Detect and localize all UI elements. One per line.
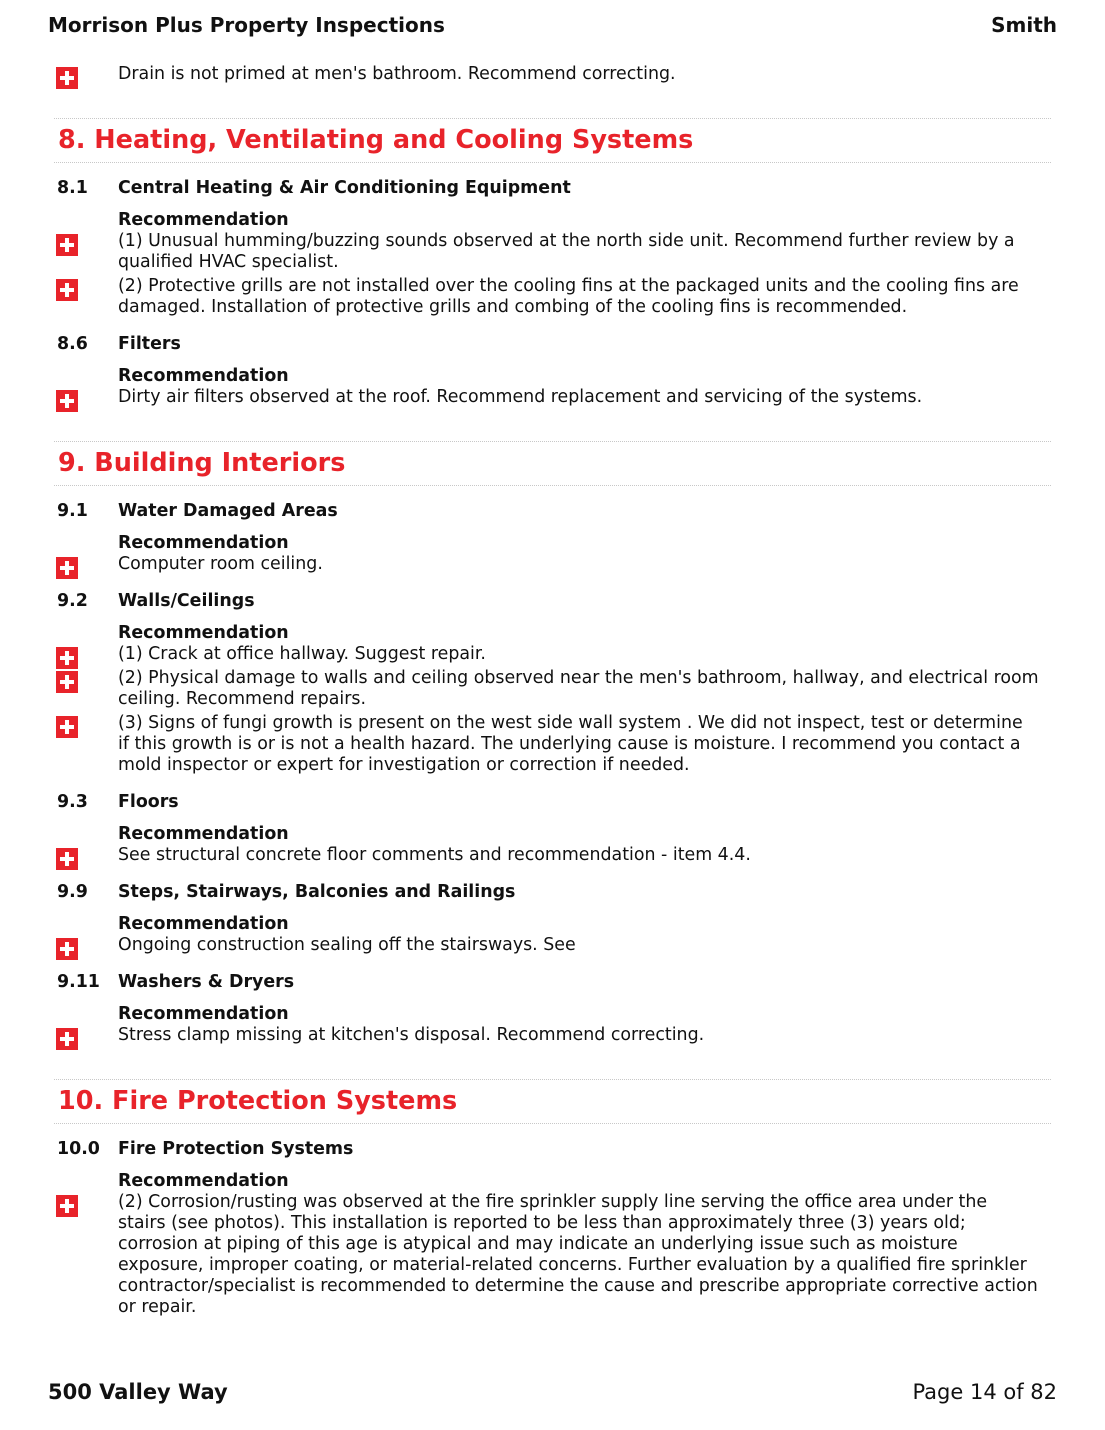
section-title: 8. Heating, Ventilating and Cooling Systems (54, 118, 1051, 163)
subsection-title: Filters (118, 334, 181, 354)
recommendation-text: (2) Corrosion/rusting was observed at the fire sprinkler supply line serving the office area under the stairs (see photos). This installation is reported to be less than approximately three (3) years old; corrosion at piping of this age is atypical and may indicate an underlying issue such as moisture exposure, improper coating, or material-related concerns. Further evaluation by a qualified fire sprinkler contractor/specialist is recommended to determine the cause and prescribe appropriate corrective action or repair. (118, 1192, 1038, 1317)
recommendation-item (0, 644, 1105, 665)
recommendation-label: Recommendation (118, 914, 289, 934)
recommendation-item (0, 713, 1105, 776)
recommendation-text: (2) Physical damage to walls and ceiling observed near the men's bathroom, hallway, and electrical room ceiling. Recommend repairs. (118, 668, 1039, 709)
report-section (0, 441, 1105, 1046)
recommendation-item (0, 387, 1105, 408)
recommendation-item (0, 554, 1105, 575)
subsection-title: Water Damaged Areas (118, 501, 338, 521)
recommendation-item (0, 1025, 1105, 1046)
recommendation-label: Recommendation (118, 210, 289, 230)
section-title: 9. Building Interiors (54, 441, 1051, 486)
subsection-heading (0, 791, 1105, 813)
red-cross-icon (56, 1195, 78, 1217)
client-name: Smith (991, 13, 1057, 37)
red-cross-icon (56, 279, 78, 301)
subsection-heading (0, 590, 1105, 612)
recommendation-label: Recommendation (118, 1171, 289, 1191)
recommendation-label: Recommendation (118, 533, 289, 553)
subsection-title: Floors (118, 792, 179, 812)
recommendation-text: Stress clamp missing at kitchen's disposal. Recommend correcting. (118, 1025, 705, 1045)
red-cross-icon (56, 647, 78, 669)
subsection-heading (0, 177, 1105, 199)
report-section (0, 118, 1105, 408)
recommendation-item (0, 276, 1105, 318)
red-cross-icon (56, 390, 78, 412)
subsection-title: Steps, Stairways, Balconies and Railings (118, 882, 516, 902)
recommendation-item (0, 845, 1105, 866)
subsection-title: Walls/Ceilings (118, 591, 255, 611)
red-cross-icon (56, 848, 78, 870)
report-content (0, 64, 1105, 1321)
recommendation-text: Ongoing construction sealing off the stairsways. See (118, 935, 576, 955)
subsection-number: 8.6 (57, 334, 88, 354)
red-cross-icon (56, 938, 78, 960)
section-title: 10. Fire Protection Systems (54, 1079, 1051, 1124)
subsection-heading (0, 333, 1105, 355)
subsection-heading (0, 500, 1105, 522)
subsection-title: Washers & Dryers (118, 972, 295, 992)
recommendation-text: Drain is not primed at men's bathroom. Recommend correcting. (118, 64, 676, 84)
page-header (48, 13, 1057, 41)
recommendation-text: Computer room ceiling. (118, 554, 323, 574)
subsection-title: Fire Protection Systems (118, 1139, 354, 1159)
red-cross-icon (56, 671, 78, 693)
page-footer (48, 1380, 1057, 1408)
recommendation-item (0, 231, 1105, 273)
recommendation-item (0, 1192, 1105, 1318)
property-address: 500 Valley Way (48, 1380, 228, 1404)
red-cross-icon (56, 1028, 78, 1050)
recommendation-item (0, 668, 1105, 710)
recommendation-label: Recommendation (118, 824, 289, 844)
subsection-number: 9.3 (57, 792, 88, 812)
red-cross-icon (56, 557, 78, 579)
recommendation-label: Recommendation (118, 366, 289, 386)
subsection-number: 9.2 (57, 591, 88, 611)
report-section (0, 1079, 1105, 1318)
red-cross-icon (56, 716, 78, 738)
red-cross-icon (56, 67, 78, 89)
subsection-number: 8.1 (57, 178, 88, 198)
page-number: Page 14 of 82 (912, 1380, 1057, 1404)
recommendation-text: (1) Unusual humming/buzzing sounds observed at the north side unit. Recommend further review by a qualified HVAC specialist. (118, 231, 1015, 272)
recommendation-text: (2) Protective grills are not installed over the cooling fins at the packaged units and the cooling fins are damaged. Installation of protective grills and combing of the cooling fins is recommended. (118, 276, 1019, 317)
recommendation-text: (1) Crack at office hallway. Suggest repair. (118, 644, 486, 664)
subsection-heading (0, 1138, 1105, 1160)
recommendation-label: Recommendation (118, 1004, 289, 1024)
subsection-heading (0, 971, 1105, 993)
recommendation-item (0, 935, 1105, 956)
subsection-number: 9.9 (57, 882, 88, 902)
subsection-title: Central Heating & Air Conditioning Equipment (118, 178, 571, 198)
recommendation-label: Recommendation (118, 623, 289, 643)
recommendation-text: (3) Signs of fungi growth is present on the west side wall system . We did not inspect, test or determine if this growth is or is not a health hazard. The underlying cause is moisture. I recommend you contact a mold inspector or expert for investigation or correction if needed. (118, 713, 1023, 775)
subsection-number: 9.1 (57, 501, 88, 521)
recommendation-item (0, 64, 1105, 85)
recommendation-text: See structural concrete floor comments and recommendation - item 4.4. (118, 845, 751, 865)
company-name: Morrison Plus Property Inspections (48, 13, 445, 37)
subsection-heading (0, 881, 1105, 903)
recommendation-text: Dirty air filters observed at the roof. Recommend replacement and servicing of the systems. (118, 387, 923, 407)
red-cross-icon (56, 234, 78, 256)
subsection-number: 9.11 (57, 972, 100, 992)
subsection-number: 10.0 (57, 1139, 100, 1159)
